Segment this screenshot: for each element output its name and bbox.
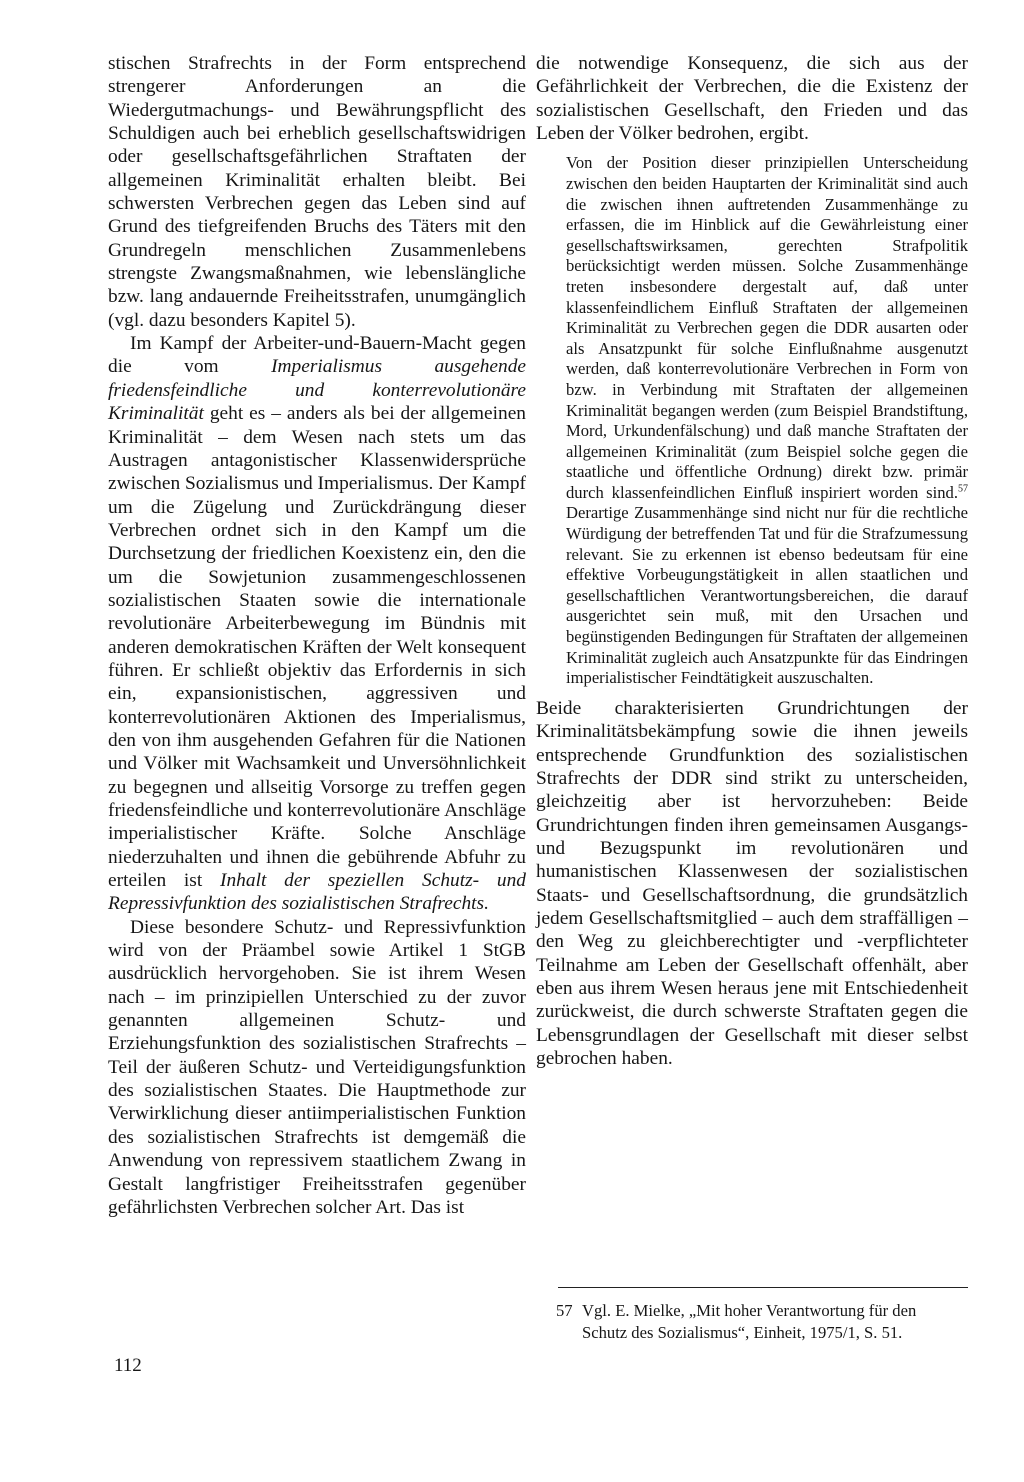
footnote-reference[interactable]: 57 (958, 483, 968, 495)
paragraph: Beide charakterisierten Grundrichtungen der Kriminalitätsbekämpfung sowie die ihnen jeweils entsprechende Grundfunktion des sozialistischen Strafrechts der DDR sind strikt zu unterscheiden, gleichzeitig aber ist hervorzuheben: Beide Grundrichtungen finden ihren gemeinsamen Ausgangs- und Bezugspunkt im revolutionären und humanistischen Klassenwesen der sozialistischen Staats- und Gesellschaftsordnung, die grundsätzlich jedem Gesellschaftsmitglied – auch dem straffälligen – den Weg zu gleichberechtigter und -verpflichteter Teilnahme am Leben der Gesellschaft offenhält, aber eben aus ihrem Wesen heraus jene mit Entschiedenheit zurückweist, die durch schwerste Straftaten gegen die Lebensgrundlagen der Gesellschaft mit dieser selbst gebrochen haben. (536, 697, 968, 1069)
emphasized-text: Imperialismus ausgehende friedensfeindliche und konterrevolutionäre Kriminalität (108, 356, 527, 425)
footnote-text: Vgl. E. Mielke, „Mit hoher Verantwortung für den (582, 1301, 917, 1320)
footnote-text: Schutz des Sozialismus“, Einheit, 1975/1, S. 51. (582, 1322, 903, 1342)
paragraph: Diese besondere Schutz- und Repressivfunktion wird von der Präambel sowie Artikel 1 StGB ausdrücklich hervorgehoben. Sie ist ihrem Wesen nach – im prinzipiellen Unterschied zu der zuvor genannten allgemeinen Schutz- und Erziehungsfunktion des sozialistischen Strafrechts – Teil der äußeren Schutz- und Verteidigungsfunktion des sozialistischen Staates. Die Hauptmethode zur Verwirklichung dieser antiimperialistischen Funktion des sozialistischen Strafrechts ist demgemäß die Anwendung von repressivem staatlichem Zwang in Gestalt langfristiger Freiheitsstrafen gegenüber gefährlichsten Verbrechen solcher Art. Das ist (108, 916, 526, 1218)
paragraph: stischen Strafrechts in der Form entsprechend strengerer Anforderungen an die Wiedergutmachungs- und Bewährungspflicht des Schuldigen auch bei erheblich gesellschaftswidrigen oder gesellschaftsgefährlichen Straftaten der allgemeinen Kriminalität erhalten bleibt. Bei schwersten Verbrechen gegen das Leben sind auf Grund des tiefgreifenden Bruchs des Täters mit den Grundregeln menschlichen Zusammenlebens strengste Zwangsmaßnahmen, wie lebenslängliche bzw. lang andauernde Freiheitsstrafen, unumgänglich (vgl. dazu besonders Kapitel 5). (108, 53, 526, 331)
emphasized-text: Inhalt der speziellen Schutz- und Repressivfunktion des sozialistischen Strafrechts. (108, 870, 526, 915)
paragraph (108, 332, 526, 916)
paragraph: die notwendige Konsequenz, die sich aus der Gefährlichkeit der Verbrechen, die die Existenz der sozialistischen Gesellschaft, den Frieden und das Leben der Völker bedrohen, ergibt. (536, 53, 968, 145)
paragraph-text: Derartige Zusammenhänge sind nicht nur für die rechtliche Würdigung der betreffenden Tat und für die Strafzumessung relevant. Sie zu erkennen ist ebenso bedeutsam für eine effektive Vorbeugungstätigkeit in allen staatlichen und gesellschaftlichen Verantwortungsbereichen, die darauf ausgerichtet sein muß, mit den Ursachen und begünstigenden Bedingungen für Straftaten der allgemeinen Kriminalität zugleich auch Ansatzpunkte für das Eindringen imperialistischer Feindtätigkeit auszuschalten. (566, 503, 968, 688)
footnote (556, 1300, 976, 1343)
page-number: 112 (114, 1355, 142, 1376)
right-column (536, 52, 968, 1070)
small-print-paragraph (566, 153, 968, 688)
left-column (108, 52, 526, 1219)
paragraph-text: Von der Position dieser prinzipiellen Unterscheidung zwischen den beiden Hauptarten der Kriminalität sind auch die zwischen ihnen auftretenden Zusammenhänge zu erfassen, die im Hinblick auf die Gewährleistung einer gesellschaftswirksamen, gerechten Strafpolitik berücksichtigt werden müssen. Solche Zusammenhänge treten insbesondere dergestalt auf, daß unter klassenfeindlichem Einfluß Straftaten der allgemeinen Kriminalität zu Verbrechen gegen die DDR ausarten oder als Ansatzpunkt für solche Einflußnahme ausgenutzt werden, daß konterrevolutionäre Verbrechen in Form von bzw. in Verbindung mit Straftaten der allgemeinen Kriminalität begangen werden (zum Beispiel Brandstiftung, Mord, Urkundenfälschung) und daß manche Straftaten der allgemeinen Kriminalität (zum Beispiel solche gegen die staatliche und öffentliche Ordnung) direkt bzw. primär durch klassenfeindlichen Einfluß inspiriert worden sind. (566, 153, 968, 502)
footnote-divider (558, 1287, 968, 1288)
paragraph-text: geht es – anders als bei der allgemeinen Kriminalität – dem Wesen nach stets um das Austragen antagonistischer Klassenwidersprüche zwischen Sozialismus und Imperialismus. Der Kampf um die Zügelung und Zurückdrängung dieser Verbrechen ordnet sich in den Kampf um die Durchsetzung der friedlichen Koexistenz ein, den die um die Sowjetunion zusammengeschlossenen sozialistischen Staaten sowie die internationale revolutionäre Arbeiterbewegung im Bündnis mit anderen demokratischen Kräften der Welt konsequent führen. Er schließt objektiv das Erfordernis in sich ein, expansionistischen, aggressiven und konterrevolutionären Aktionen des Imperialismus, den von ihm ausgehenden Gefahren für die Nationen und Völker mit Wachsamkeit und Unversöhnlichkeit zu begegnen und allseitig Vorsorge zu treffen gegen friedensfeindliche und konterrevolutionäre Anschläge imperialistischer Kräfte. Solche Anschläge niederzuhalten und ihnen die gebührende Abfuhr zu erteilen ist (108, 403, 526, 892)
paragraph-text: Im Kampf der Arbeiter-und-Bauern-Macht gegen die vom (108, 333, 526, 378)
footnote-number: 57 (556, 1301, 573, 1320)
